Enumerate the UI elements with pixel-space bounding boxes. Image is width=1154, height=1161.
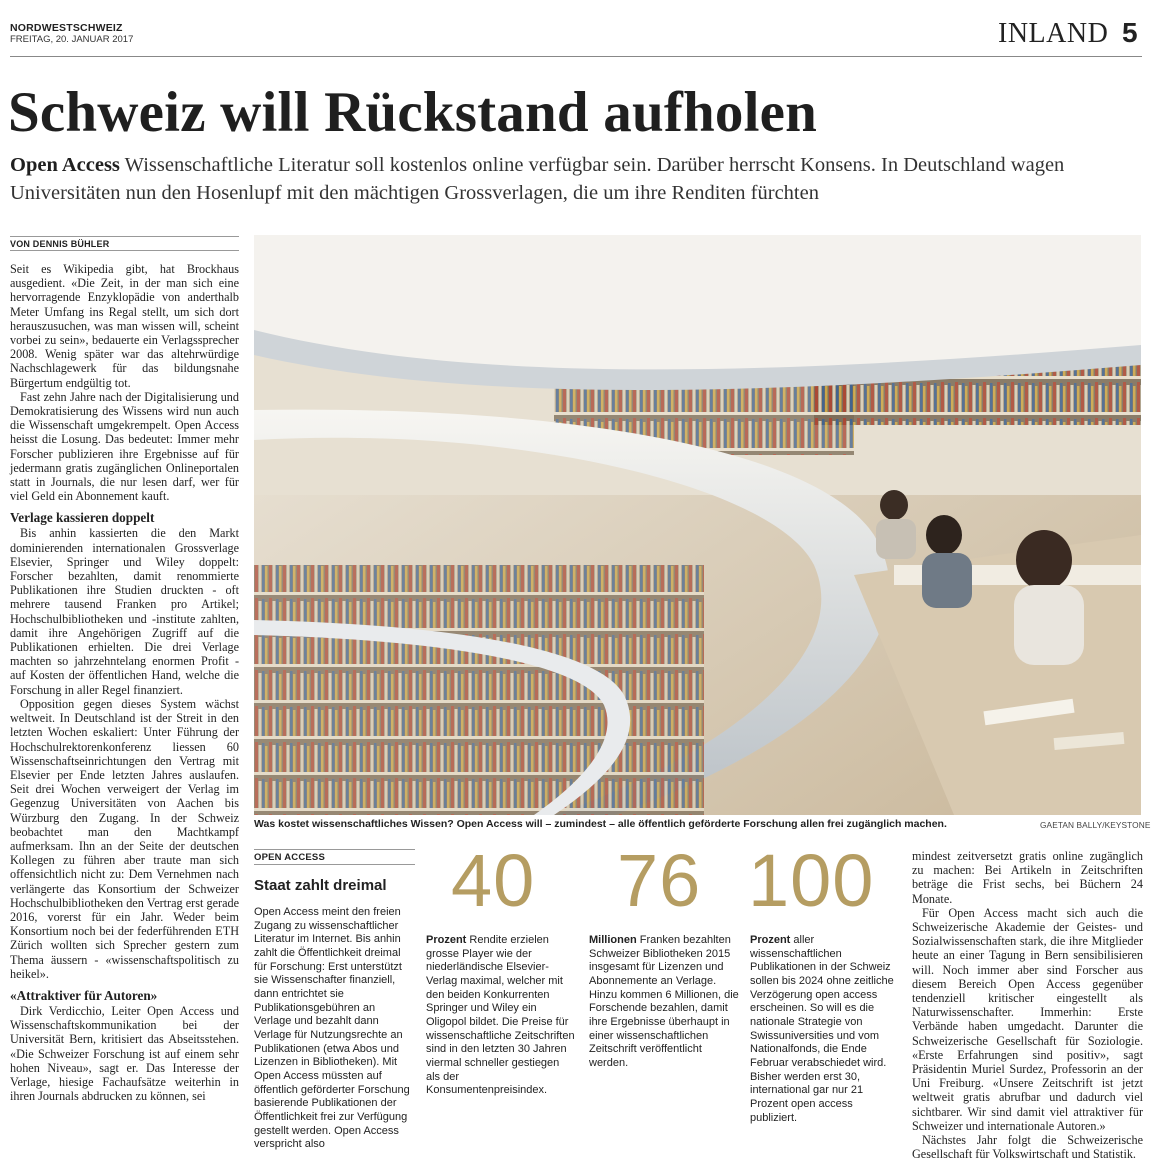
stat-unit: Millionen [589,934,637,946]
section-name: INLAND [998,18,1109,49]
deck-text: Wissenschaftliche Literatur soll kostenlos online verfügbar sein. Darüber herrscht Konsens. In Deutschland wagen Universitäten nun den Hosenlupf mit den mächtigen Grossverlagen, die um ihre Renditen fürchten [10,154,1065,204]
subheading: «Attraktiver für Autoren» [10,987,158,1003]
stat-unit: Prozent [426,934,467,946]
paragraph: Dirk Verdicchio, Leiter Open Access und Wissenschaftskommunikation bei der Universität Bern, kritisiert das Abseitsstehen. «Die Schweizer Forschung ist auf einem sehr hohen Niveau», sagt er. Das Interesse der Verlage, hiesige Fachaufsätze weiterhin in ihren Journals abdrucken zu können, sei [10,1003,239,1104]
headline: Schweiz will Rückstand aufholen [8,81,818,144]
paragraph: Opposition gegen dieses System wächst weltweit. In Deutschland ist der Streit in den letzten Wochen eskaliert: Unter Führung der Hochschulrektorenkonferenz liessen 60 Wissenschaftseinrichtungen den Vertrag mit Elsevier per Ende letzten Jahres auslaufen. Seit drei Wochen verweigert der Verlag im Gegenzug Universitäten von Aachen bis Würzburg den Zugang. In der Schweiz beobachtet man den Machtkampf aufmerksam. Ihn an der Seite der deutschen Kollegen zu führen aber traute man sich offensichtlich nicht zu: Dem Vernehmen nach verlängerte das Konsortium der Schweizer Hochschulbibliotheken den Vertrag erst gerade 2016, vorerst für ein Jahr. Weder beim Konsortium noch bei der federführenden ETH Zürich wollten sich Sprecher gestern zum Thema äussern - «wissenschaftspolitisch zu heikel». [10,696,239,981]
stat-number-100: 100 [748,839,875,922]
deck [10,151,1144,207]
stat-description [589,934,739,1071]
subheading: Verlage kassieren doppelt [10,510,155,526]
stat-description [750,934,900,1125]
masthead-name: NORDWESTSCHWEIZ [10,22,123,34]
stat-description [426,934,576,1098]
paragraph: Fast zehn Jahre nach der Digitalisierung und Demokratisierung des Wissens wird nun auch die Wissenschaft umgekrempelt. Open Access heisst die Losung. Das bedeutet: Immer mehr Forscher publizieren ihre Ergebnisse auf für jedermann gratis zugänglichen Onlineportalen statt in Journals, die nur lesen darf, wer für viel Geld ein Abonnement kauft. [10,389,239,504]
photo-credit: GAETAN BALLY/KEYSTONE [1040,820,1151,830]
paragraph: mindest zeitversetzt gratis online zugänglich zu machen: Bei Artikeln in Zeitschriften beträge die Frist sechs, bei Büchern 24 Monate. [912,849,1143,906]
article-column-1 [10,262,239,1103]
paragraph: Nächstes Jahr folgt die Schweizerische Gesellschaft für Volkswirtschaft und Statistik. [912,1133,1143,1161]
library-illustration [254,235,1141,815]
byline: VON DENNIS BÜHLER [10,239,110,249]
deck-kicker: Open Access [10,154,120,176]
library-photo [254,235,1141,815]
stat-text: aller wissenschaftlichen Publikationen in der Schweiz sollen bis 2024 ohne zeitliche Verzögerung open access erscheinen. So will es die nationale Strategie von Swissuniversities und vom Nationalfonds, die Ende Februar verabschiedet wird. Bisher werden erst 30, international gar nur 21 Prozent open access publiziert. [750,934,894,1124]
sidebar-title: Staat zahlt dreimal [254,877,387,894]
page-number: 5 [1122,17,1138,48]
sidebar-rule [254,864,415,865]
sidebar-tag: OPEN ACCESS [254,852,326,863]
stat-text: Rendite erzielen grosse Player wie der niederländische Elsevier-Verlag maximal, welcher mit den beiden Konkurrenten Springer und Wiley ein Oligopol bildet. Die Preise für wissenschaftliche Zeitschriften sind in den letzten 30 Jahren viermal schneller gestiegen als der Konsumentenpreisindex. [426,934,575,1097]
sidebar-body: Open Access meint den freien Zugang zu wissenschaftlicher Literatur im Internet. Bis anhin zahlt die Öffentlichkeit dreimal für Forschung: Erst unterstützt sie Wissenschafter finanziell, dann entrichtet sie Publikationsgebühren an Verlage und bezahlt dann Verlage für Nutzungsrechte an Publikationen (etwa Abos und Lizenzen in Bibliotheken). Mit Open Access müssten auf öffentlich geförderter Forschung basierende Publikationen der Öffentlichkeit frei zur Verfügung gestellt werden. Open Access verspricht also [254,906,410,1151]
sidebar-rule [254,849,415,850]
stat-unit: Prozent [750,934,791,946]
paragraph: Seit es Wikipedia gibt, hat Brockhaus ausgedient. «Die Zeit, in der man sich eine hervorragende Enzyklopädie von anderthalb Meter Umfang ins Regal stellt, um sich dort herauszusuchen, was man wissen will, scheint vorbei zu sein», bedauerte ein Verlagssprecher 2008. Wenig später war das altehrwürdige Nachschlagewerk für das bildungsnahe Bürgertum endgültig tot. [10,262,239,390]
masthead-date: FREITAG, 20. JANUAR 2017 [10,34,134,45]
paragraph: Für Open Access macht sich auch die Schweizerische Akademie der Geistes- und Sozialwissenschaften stark, die ihre Mitglieder heute an einer Tagung in Bern sensibilisieren will. Noch immer aber sind Forscher aus diesem Bereich Open Access gegenüber tendenziell kritischer eingestellt als Naturwissenschafter. Immerhin: Erste Verbände haben umgedacht. Darunter die Schweizerische Gesellschaft für Soziologie. «Erste Erfahrungen sind positiv», sagt Präsidentin Muriel Surdez, Professorin an der Uni Freiburg. «Unsere Zeitschrift ist jetzt weltweit gratis abrufbar und dadurch viel sichtbarer. Wir sind damit viel attraktiver für Schweizer und internationale Autoren.» [912,905,1143,1133]
photo-caption: Was kostet wissenschaftliches Wissen? Open Access will – zumindest – alle öffentlich geförderte Forschung allen frei zugänglich machen. [254,818,947,830]
header-rule [10,56,1142,57]
stat-number-76: 76 [617,839,702,922]
stat-number-40: 40 [451,839,536,922]
byline-rule [10,236,239,237]
paragraph: Bis anhin kassierten die den Markt dominierenden internationalen Grossverlage Elsevier, Springer und Wiley doppelt: Forscher bezahlten, damit renommierte Publikationen ihre Studien druckten - oft mehrere tausend Franken pro Artikel; Hochschulbibliotheken und -institute zahlten, damit ihre Angehörigen Zugriff auf die Publikationen erhielten. Die drei Verlage machten so jahrzehntelang enormen Profit - auf Kosten der öffentlichen Hand, welche die Forschung in aller Regel finanziert. [10,526,239,697]
stat-text: Franken bezahlten Schweizer Bibliotheken 2015 insgesamt für Lizenzen und Abonnemente an Verlage. Hinzu kommen 6 Millionen, die Forschende bezahlen, damit ihre Ergebnisse überhaupt in einer wissenschaftlichen Zeitschrift veröffentlicht werden. [589,934,739,1069]
byline-rule [10,250,239,251]
article-column-right [912,849,1143,1161]
